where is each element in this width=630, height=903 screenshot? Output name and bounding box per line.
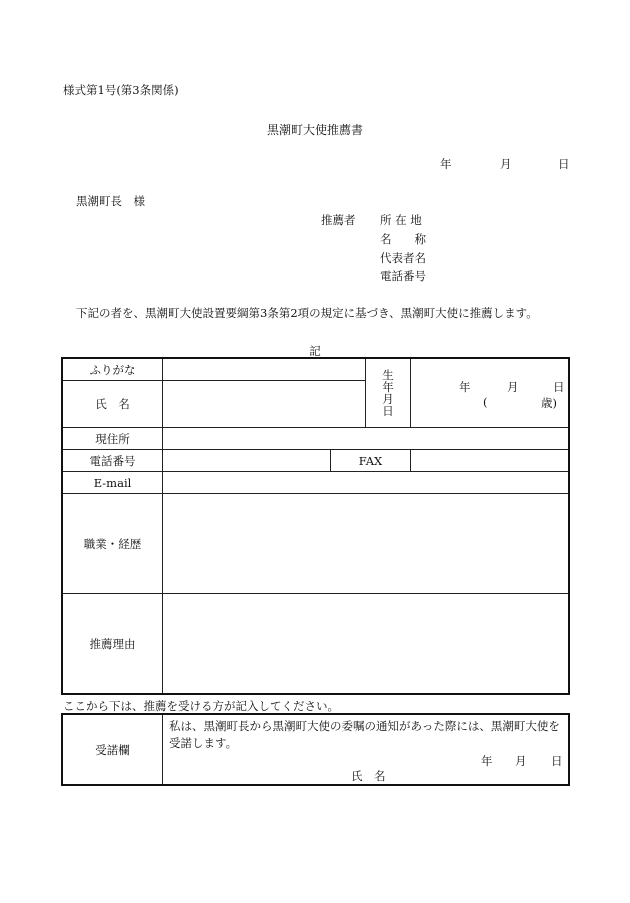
- furigana-label: ふりがな: [63, 359, 163, 381]
- recommender-label: 推薦者: [321, 213, 356, 227]
- acceptance-text-line2: 受諾します。: [169, 736, 238, 750]
- recommender-phone-label: 電話番号: [380, 269, 426, 283]
- acceptance-day-label: 日: [551, 754, 563, 768]
- acceptance-table: [62, 714, 569, 785]
- birth-year-label: 年: [459, 380, 471, 394]
- fax-input[interactable]: [411, 450, 569, 472]
- acceptance-text-line1: 私は、黒潮町長から黒潮町大使の委嘱の通知があった際には、黒潮町大使を: [169, 719, 560, 733]
- address-input[interactable]: [163, 428, 569, 450]
- email-input[interactable]: [163, 472, 569, 494]
- reason-input[interactable]: [163, 594, 569, 694]
- acceptance-name-label: 氏 名: [351, 769, 386, 783]
- nominee-table: [62, 358, 569, 694]
- acceptance-content[interactable]: [163, 715, 569, 785]
- date-year-label: 年: [440, 157, 452, 171]
- acceptance-year-label: 年: [481, 754, 493, 768]
- occupation-input[interactable]: [163, 494, 569, 594]
- birthdate-label: 生 年 月 日: [366, 359, 411, 428]
- acceptance-month-label: 月: [515, 754, 527, 768]
- fax-label: FAX: [331, 450, 411, 472]
- phone-label: 電話番号: [63, 450, 163, 472]
- date-month-label: 月: [500, 157, 512, 171]
- occupation-label: 職業・経歴: [63, 494, 163, 594]
- birth-day-label: 日: [553, 380, 565, 394]
- recommender-address-label: 所 在 地: [380, 213, 422, 227]
- addressee: 黒潮町長 様: [76, 194, 145, 208]
- recommender-name-label: 名 称: [380, 232, 426, 246]
- recommender-representative-label: 代表者名: [380, 251, 426, 265]
- age-open-paren: (: [483, 395, 488, 409]
- address-label: 現住所: [63, 428, 163, 450]
- birth-month-label: 月: [507, 380, 519, 394]
- ki-heading: 記: [309, 344, 321, 358]
- age-label: 歳): [541, 396, 557, 410]
- furigana-input[interactable]: [163, 359, 366, 381]
- form-reference: 様式第1号(第3条関係): [63, 83, 179, 97]
- date-day-label: 日: [558, 157, 570, 171]
- page-title: 黒潮町大使推薦書: [266, 123, 363, 137]
- nominee-note: ここから下は、推薦を受ける方が記入してください。: [63, 699, 339, 713]
- email-label: E-mail: [63, 472, 163, 494]
- acceptance-label: 受諾欄: [63, 715, 163, 785]
- phone-input[interactable]: [163, 450, 331, 472]
- intro-text: 下記の者を、黒潮町大使設置要綱第3条第2項の規定に基づき、黒潮町大使に推薦します。: [76, 306, 538, 320]
- birthdate-input[interactable]: [411, 359, 569, 428]
- name-input[interactable]: [163, 381, 366, 428]
- reason-label: 推薦理由: [63, 594, 163, 694]
- name-label: 氏 名: [63, 381, 163, 428]
